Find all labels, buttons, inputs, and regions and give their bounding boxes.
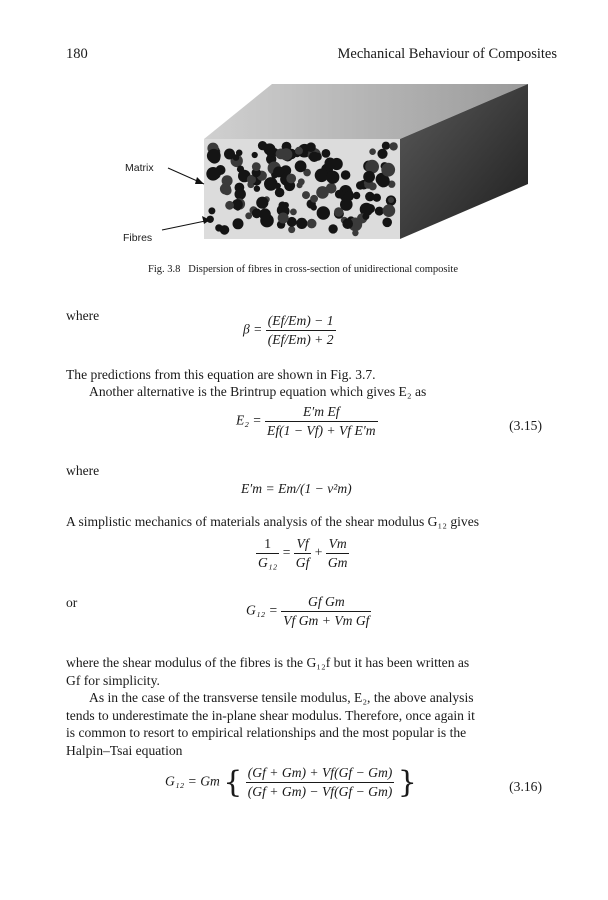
fibre-dot (310, 195, 318, 203)
fibre-dot (381, 163, 395, 177)
fibre-dot (353, 192, 360, 199)
fibre-dot (276, 149, 287, 160)
fibre-dot (363, 171, 375, 183)
label-matrix: Matrix (125, 162, 154, 174)
fibre-dot (352, 230, 358, 236)
predictions-text: The predictions from this equation are shown in Fig. 3.7. (66, 367, 376, 382)
g12-denominator: Vf Gm + Vm Gf (283, 613, 370, 628)
gm-denominator: Gm (327, 555, 348, 570)
inverse-g12-equation (256, 536, 349, 571)
beta-denominator: (Ef/Em) + 2 (267, 332, 334, 347)
fibre-dot (264, 143, 276, 155)
figure-caption (148, 264, 458, 275)
fibre-dot (235, 183, 245, 193)
simplistic-text: A simplistic mechanics of materials analysis of the shear modulus G₁₂ gives (66, 514, 480, 529)
fibre-dot (256, 197, 268, 209)
fibre-dot (382, 142, 390, 150)
fibre-dot (288, 226, 295, 233)
caption-text: Dispersion of fibres in cross-section of unidirectional composite (188, 264, 458, 275)
e2-denominator: Ef(1 − Vf) + Vf E′m (267, 423, 376, 438)
figure-3-8 (118, 80, 538, 250)
fibre-dot (223, 186, 232, 195)
ht-denominator: (Gf + Gm) − Vf(Gf − Gm) (247, 784, 393, 799)
fibre-dot (341, 170, 351, 180)
fibre-dot (328, 224, 337, 233)
fibre-dot (290, 209, 297, 216)
g12-numerator: Gf Gm (281, 594, 371, 612)
inverse-numerator: 1 (256, 536, 279, 554)
composite-block-illustration (118, 80, 538, 250)
g12-fraction (281, 594, 371, 629)
fibre-dot (295, 147, 303, 155)
fibre-dot (225, 201, 234, 210)
fibre-dot (317, 206, 330, 219)
fibre-dot (206, 167, 220, 181)
fibre-dot (342, 218, 353, 229)
matrix-arrow-head (195, 177, 204, 184)
equation-number-3-15: (3.15) (509, 418, 542, 433)
transverse-line-3: is common to resort to empirical relationships and the most popular is the (66, 725, 467, 740)
equation-number-3-16: (3.16) (509, 779, 542, 794)
fibre-dot (311, 204, 317, 210)
fibre-dot (340, 198, 353, 211)
fibre-dot (315, 169, 329, 183)
page-number: 180 (66, 46, 88, 62)
ht-numerator: (Gf + Gm) + Vf(Gf − Gm) (246, 765, 395, 783)
em-prime-equation: E′m = Em/(1 − ν²m) (241, 481, 352, 496)
fibre-dot (302, 191, 310, 199)
shear-paragraph (66, 654, 556, 689)
fibre-dot (207, 149, 221, 163)
beta-numerator: (Ef/Em) − 1 (266, 313, 336, 331)
fibre-dot (326, 171, 339, 184)
g12-lhs: G₁₂ = (246, 602, 278, 618)
vf-numerator: Vf (294, 536, 312, 554)
shear-line-2: Gf for simplicity. (66, 672, 160, 688)
fibre-dot (389, 142, 397, 150)
fibre-dot (233, 218, 244, 229)
fibre-dot (326, 183, 337, 194)
inverse-denominator: G₁₂ (258, 555, 278, 570)
fibre-dot (377, 149, 387, 159)
fibre-dot (375, 207, 384, 216)
inverse-equals: = (282, 544, 291, 560)
fibre-dot (356, 181, 364, 189)
transverse-line-1: As in the case of the transverse tensile modulus, E₂, the above analysis (89, 690, 474, 705)
where-text-1: where (66, 308, 100, 323)
transverse-line-2: tends to underestimate the in-plane shear modulus. Therefore, once again it (66, 707, 475, 723)
fibre-dot (322, 149, 331, 158)
or-text: or (66, 595, 78, 610)
brintrup-text: Another alternative is the Brintrup equation which gives E₂ as (89, 384, 427, 399)
fibre-dot (307, 219, 317, 229)
equation-3-16 (165, 765, 417, 800)
g12-equation (246, 594, 371, 629)
vm-numerator: Vm (326, 536, 350, 554)
inverse-plus: + (314, 544, 323, 560)
fibre-dot (220, 225, 230, 235)
fibre-dot (286, 174, 296, 184)
transverse-line-4: Halpin–Tsai equation (66, 742, 183, 758)
shear-line-1: where the shear modulus of the fibres is the G₁₂f but it has been written as (66, 655, 470, 670)
fibres-arrow (162, 220, 210, 230)
fibre-dot (298, 178, 305, 185)
fibre-dot (275, 183, 281, 189)
fibre-dot (254, 186, 260, 192)
inverse-g12-fraction (256, 536, 279, 571)
fibre-dot (278, 213, 289, 224)
fibre-dot (325, 158, 336, 169)
running-title: Mechanical Behaviour of Composites (337, 46, 557, 62)
where-text-2: where (66, 463, 100, 478)
e2-fraction (265, 404, 378, 439)
left-brace: { (223, 765, 243, 800)
fibre-dot (335, 190, 344, 199)
fibre-dot (236, 150, 243, 157)
fibre-dot (296, 218, 307, 229)
label-fibres: Fibres (123, 232, 153, 244)
beta-equation (243, 313, 336, 348)
fibre-dot (362, 213, 369, 220)
fibre-dot (388, 197, 394, 203)
fibre-dot (383, 204, 396, 217)
fibre-dot (373, 194, 381, 202)
fibre-dot (245, 212, 252, 219)
fibre-dot (275, 188, 285, 198)
fibre-dot (237, 166, 244, 173)
right-brace: } (397, 765, 417, 800)
e2-numerator: E′m Ef (265, 404, 378, 422)
vf-gf-fraction (294, 536, 312, 571)
fibre-dot (382, 218, 392, 228)
fibre-dot (252, 162, 261, 171)
fibre-dot (309, 152, 319, 162)
fibre-dot (366, 204, 375, 213)
equation-3-15 (236, 404, 378, 439)
ht-fraction (246, 765, 395, 800)
fibre-dot (208, 207, 215, 214)
fibre-dot (252, 152, 258, 158)
caption-number: Fig. 3.8 (148, 264, 181, 275)
gf-denominator: Gf (295, 555, 310, 570)
e2-lhs: E₂ = (236, 412, 262, 428)
fibre-dot (295, 160, 307, 172)
ht-lhs: G₁₂ = Gm (165, 773, 220, 789)
fibre-dot (260, 210, 270, 220)
beta-fraction (266, 313, 336, 348)
vm-gm-fraction (326, 536, 350, 571)
fibre-dot (222, 175, 233, 186)
beta-lhs: β = (243, 321, 263, 337)
transverse-paragraph (66, 689, 556, 759)
fibre-dot (369, 148, 376, 155)
